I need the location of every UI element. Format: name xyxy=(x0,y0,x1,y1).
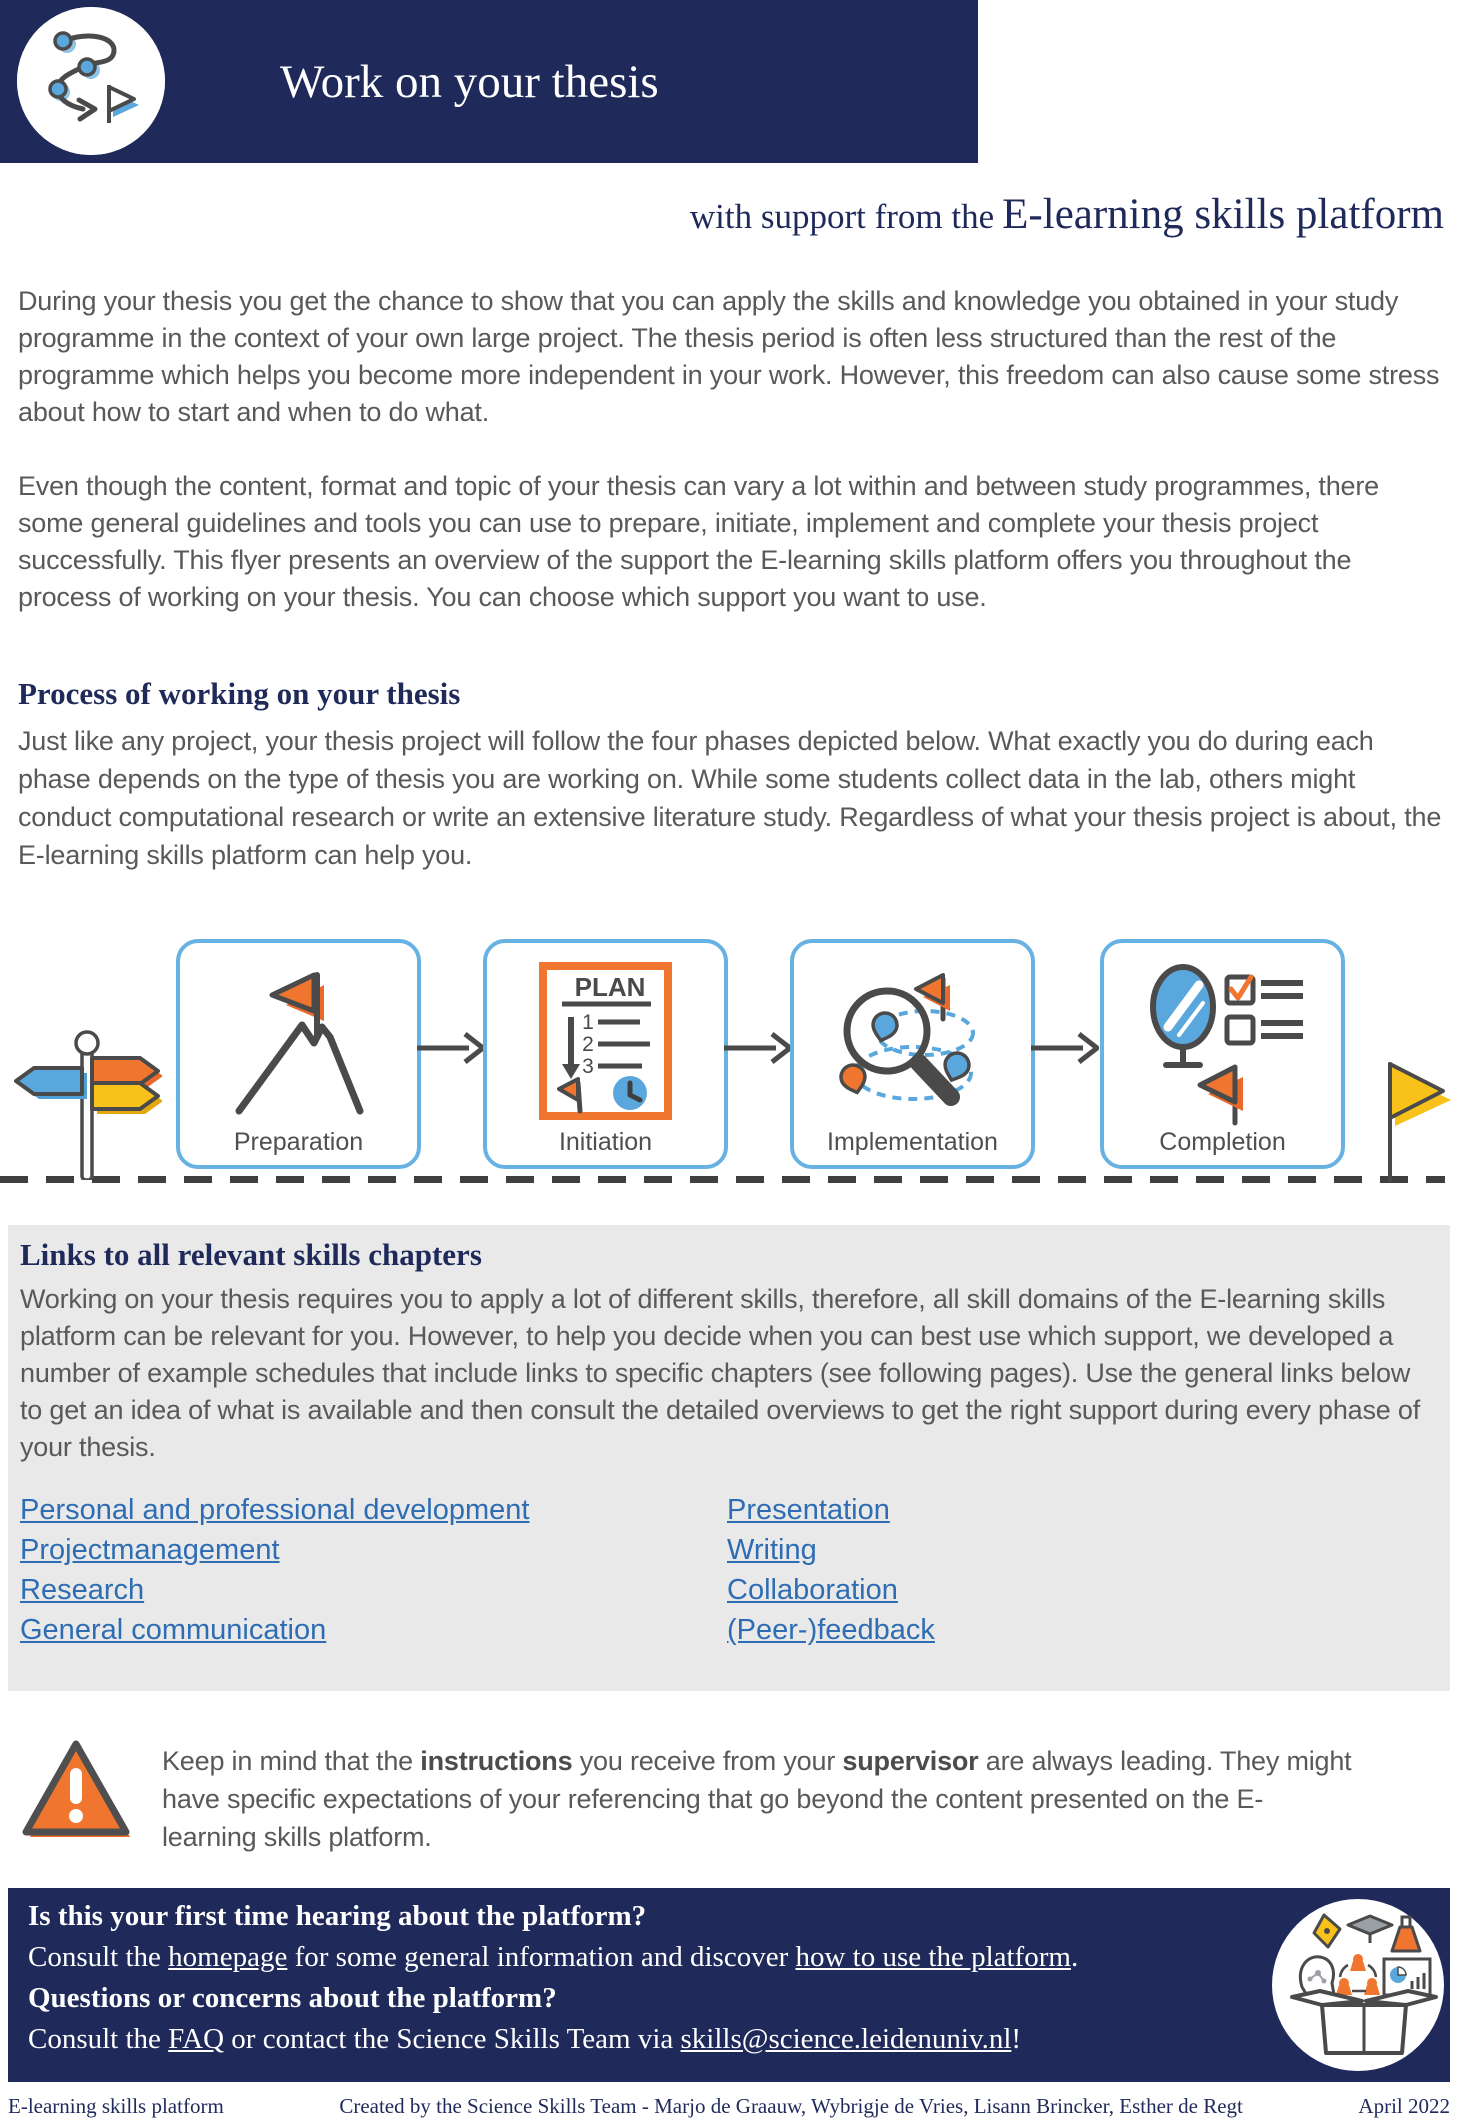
plan-item-3: 3 xyxy=(582,1054,594,1078)
links-section-heading: Links to all relevant skills chapters xyxy=(20,1237,482,1272)
plan-document-icon xyxy=(538,953,673,1128)
contact-answer-1-pre: Consult the xyxy=(28,1941,169,1973)
supervisor-warning xyxy=(20,1738,1410,1856)
link-projectmanagement[interactable]: Projectmanagement xyxy=(20,1534,280,1566)
contact-answer-2-pre: Consult the xyxy=(28,2023,169,2055)
phase-box-initiation xyxy=(483,939,728,1169)
plan-doc-title: PLAN xyxy=(574,971,646,1002)
warning-icon xyxy=(20,1738,132,1856)
skills-links-column-right xyxy=(727,1490,935,1650)
phase-label-implementation: Implementation xyxy=(827,1128,998,1156)
link-personal-professional-development[interactable]: Personal and professional development xyxy=(20,1494,530,1526)
contact-answer-1-post: . xyxy=(1070,1941,1079,1973)
link-email-science-skills-team[interactable]: skills@science.leidenuniv.nl xyxy=(680,2023,1012,2055)
plan-item-1: 1 xyxy=(582,1010,594,1034)
magnifier-route-icon xyxy=(825,953,1000,1128)
contact-question-2: Questions or concerns about the platform? xyxy=(28,1982,557,2014)
skills-box-illustration xyxy=(1272,1899,1444,2071)
warning-text-pre: Keep in mind that the xyxy=(162,1746,421,1776)
warning-bold-instructions: instructions xyxy=(420,1746,573,1776)
phase-box-implementation xyxy=(790,939,1035,1169)
contact-answer-2-mid: or contact the Science Skills Team via xyxy=(224,2023,681,2055)
warning-text-mid: you receive from your xyxy=(572,1746,843,1776)
phase-label-initiation: Initiation xyxy=(558,1128,653,1156)
thesis-phases-diagram xyxy=(0,930,1458,1192)
finish-flag-icon xyxy=(1385,1060,1455,1187)
contact-answer-2 xyxy=(28,2019,1430,2060)
footer-credits: Created by the Science Skills Team - Marjo de Graauw, Wybrigje de Vries, Lisann Brincker, Esther de Regt xyxy=(339,2094,1243,2118)
link-collaboration[interactable]: Collaboration xyxy=(727,1574,898,1606)
warning-text xyxy=(162,1738,1352,1856)
intro-paragraph-2: Even though the content, format and topic of your thesis can vary a lot within and between study programmes, there some general guidelines and tools you can use to prepare, initiate, implement and complete your thesis project successfully. This flyer presents an overview of the support the E-learning skills platform offers you throughout the process of working on your thesis. You can choose which support you want to use. xyxy=(18,471,1379,612)
footer-platform-name: E-learning skills platform xyxy=(8,2094,224,2118)
warning-bold-supervisor: supervisor xyxy=(842,1746,979,1776)
link-general-communication[interactable]: General communication xyxy=(20,1614,327,1646)
contact-question-1: Is this your first time hearing about the platform? xyxy=(28,1900,647,1932)
page-subtitle xyxy=(690,190,1444,239)
contact-answer-1-mid: for some general information and discover xyxy=(287,1941,796,1973)
dashed-path-line xyxy=(0,1176,1445,1183)
contact-answer-2-post: ! xyxy=(1011,2023,1022,2055)
page-footer xyxy=(8,2094,1450,2119)
subtitle-prefix: with support from the xyxy=(689,197,995,236)
mountain-flag-icon xyxy=(214,953,384,1128)
subtitle-platform-name: E-learning skills platform xyxy=(1002,191,1444,238)
header-banner xyxy=(0,0,978,163)
footer-date: April 2022 xyxy=(1358,2094,1450,2118)
process-paragraph: Just like any project, your thesis project will follow the four phases depicted below. What exactly you do during each phase depends on the type of thesis you are working on. While some students collect data in the lab, others might conduct computational research or write an extensive literature study. Regardless of what your thesis project is about, the E-learning skills platform can help you. xyxy=(18,726,1442,870)
platform-logo xyxy=(17,7,165,155)
intro-paragraph-1: During your thesis you get the chance to show that you can apply the skills and knowledge you obtained in your study programme in the context of your own large project. The thesis period is often less structured than the rest of the programme which helps you become more independent in your work. However, this freedom can also cause some stress about how to start and when to do what. xyxy=(18,286,1440,427)
link-presentation[interactable]: Presentation xyxy=(727,1494,890,1526)
link-homepage[interactable]: homepage xyxy=(168,1941,288,1973)
phase-label-preparation: Preparation xyxy=(233,1128,364,1156)
links-section-paragraph: Working on your thesis requires you to apply a lot of different skills, therefore, all skill domains of the E-learning skills platform can be relevant for you. However, to help you decide when you can best use which support, we developed a number of example schedules that include links to specific chapters (see following pages). Use the general links below to get an idea of what is available and then consult the detailed overviews to get the right support during every phase of your thesis. xyxy=(20,1284,1421,1462)
page-title: Work on your thesis xyxy=(280,55,659,108)
link-research[interactable]: Research xyxy=(20,1574,145,1606)
link-how-to-use-platform[interactable]: how to use the platform xyxy=(795,1941,1071,1973)
contact-answer-1 xyxy=(28,1937,1430,1978)
platform-contact-box xyxy=(8,1888,1450,2082)
mirror-checklist-icon xyxy=(1135,953,1310,1128)
skills-links-column-left xyxy=(20,1490,727,1650)
phase-box-preparation xyxy=(176,939,421,1169)
link-writing[interactable]: Writing xyxy=(727,1534,817,1566)
process-section-heading: Process of working on your thesis xyxy=(18,676,461,711)
arrow-right-icon xyxy=(1031,1030,1099,1071)
link-peer-feedback[interactable]: (Peer-)feedback xyxy=(727,1614,935,1646)
signpost-icon xyxy=(12,1030,162,1185)
arrow-right-icon xyxy=(417,1030,485,1071)
phase-label-completion: Completion xyxy=(1159,1128,1286,1156)
skills-links-grid xyxy=(20,1490,1438,1650)
warning-text-post: are always leading. They might have specific expectations of your referencing that go beyond the content presented on the E-learning skills platform. xyxy=(162,1746,1352,1852)
link-faq[interactable]: FAQ xyxy=(168,2023,225,2055)
skills-box-icon xyxy=(1278,1903,1438,2068)
arrow-right-icon xyxy=(724,1030,792,1071)
phase-box-completion xyxy=(1100,939,1345,1169)
winding-path-flag-icon xyxy=(17,142,165,159)
skills-links-section xyxy=(8,1225,1450,1691)
plan-item-2: 2 xyxy=(582,1032,594,1056)
